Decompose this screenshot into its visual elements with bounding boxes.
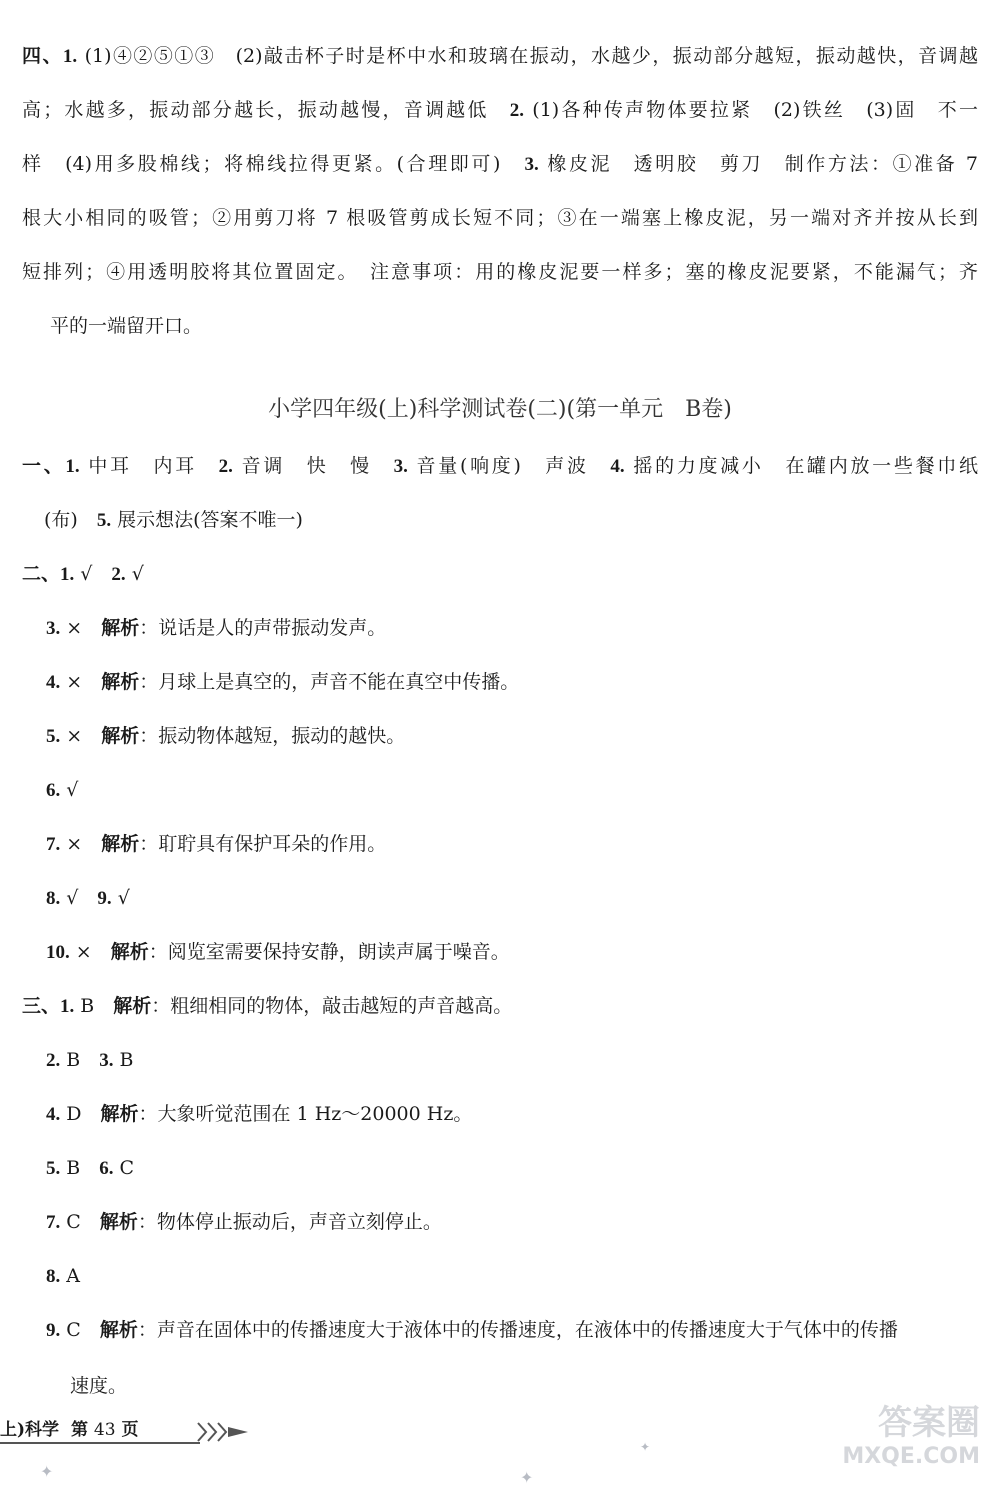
answer-line: 10. × 解析：阅览室需要保持安静，朗读声属于噪音。 (46, 941, 510, 963)
answer-line: 7. × 解析：耵聍具有保护耳朵的作用。 (46, 833, 387, 855)
answer-line: 速度。 (70, 1375, 128, 1397)
answer-line: 一、1. 中耳 内耳 2. 音调 快 慢 3. 音量(响度) 声波 4. 摇的力度减小 在罐内放一些餐巾纸 (22, 455, 978, 477)
footer-page-prefix: 第 (70, 1420, 88, 1440)
watermark-logo (810, 1403, 980, 1483)
answer-line: 9. C 解析：声音在固体中的传播速度大于液体中的传播速度，在液体中的传播速度大于气体中的传播 (46, 1319, 898, 1341)
answer-line: (布) 5. 展示想法(答案不唯一) (44, 509, 303, 531)
section-title: 小学四年级(上)科学测试卷(二)(第一单元 B卷) (268, 397, 732, 422)
sparkle-icon: ✦ (520, 1468, 534, 1487)
answer-line: 4. × 解析：月球上是真空的，声音不能在真空中传播。 (46, 671, 520, 693)
sparkle-icon: ✦ (640, 1440, 651, 1454)
answer-line: 根大小相同的吸管；②用剪刀将 7 根吸管剪成长短不同；③在一端塞上橡皮泥，另一端对齐并按从长到 (22, 207, 978, 229)
answer-line: 2. B 3. B (46, 1049, 134, 1071)
footer-divider (0, 1442, 200, 1444)
answer-line: 短排列；④用透明胶将其位置固定。 注意事项：用的橡皮泥要一样多；塞的橡皮泥要紧，不能漏气；齐 (22, 261, 978, 283)
footer-page-suffix: 页 (121, 1420, 139, 1440)
watermark-title: 答案圈 (878, 1403, 980, 1443)
answer-line: 平的一端留开口。 (50, 315, 203, 337)
answer-line: 二、1. √ 2. √ (22, 563, 144, 585)
watermark-url: MXQE.COM (842, 1444, 980, 1469)
answer-line: 样 (4)用多股棉线；将棉线拉得更紧。(合理即可) 3. 橡皮泥 透明胶 剪刀 制作方法：①准备 7 (22, 153, 978, 175)
footer-subject: 上)科学 (0, 1420, 60, 1440)
answer-line: 三、1. B 解析：粗细相同的物体，敲击越短的声音越高。 (22, 995, 513, 1017)
answer-line: 8. A (46, 1265, 81, 1287)
answer-line: 8. √ 9. √ (46, 887, 130, 909)
answer-line: 6. √ (46, 779, 79, 801)
answer-line: 3. × 解析：说话是人的声带振动发声。 (46, 617, 387, 639)
page-footer (0, 1418, 138, 1444)
answer-line: 高；水越多，振动部分越长，振动越慢，音调越低 2. (1)各种传声物体要拉紧 (2)铁丝 (3)固 不一 (22, 99, 978, 121)
answer-line: 7. C 解析：物体停止振动后，声音立刻停止。 (46, 1211, 442, 1233)
answer-line: 5. × 解析：振动物体越短，振动的越快。 (46, 725, 406, 747)
answer-line: 四、1. (1)④②⑤①③ (2)敲击杯子时是杯中水和玻璃在振动，水越少，振动部分越短，振动越快，音调越 (22, 45, 978, 67)
arrow-right-icon (196, 1421, 250, 1443)
answer-line: 4. D 解析：大象听觉范围在 1 Hz～20000 Hz。 (46, 1103, 473, 1125)
page-number: 43 (93, 1420, 116, 1440)
answer-line: 5. B 6. C (46, 1157, 135, 1179)
sparkle-icon: ✦ (40, 1462, 54, 1481)
